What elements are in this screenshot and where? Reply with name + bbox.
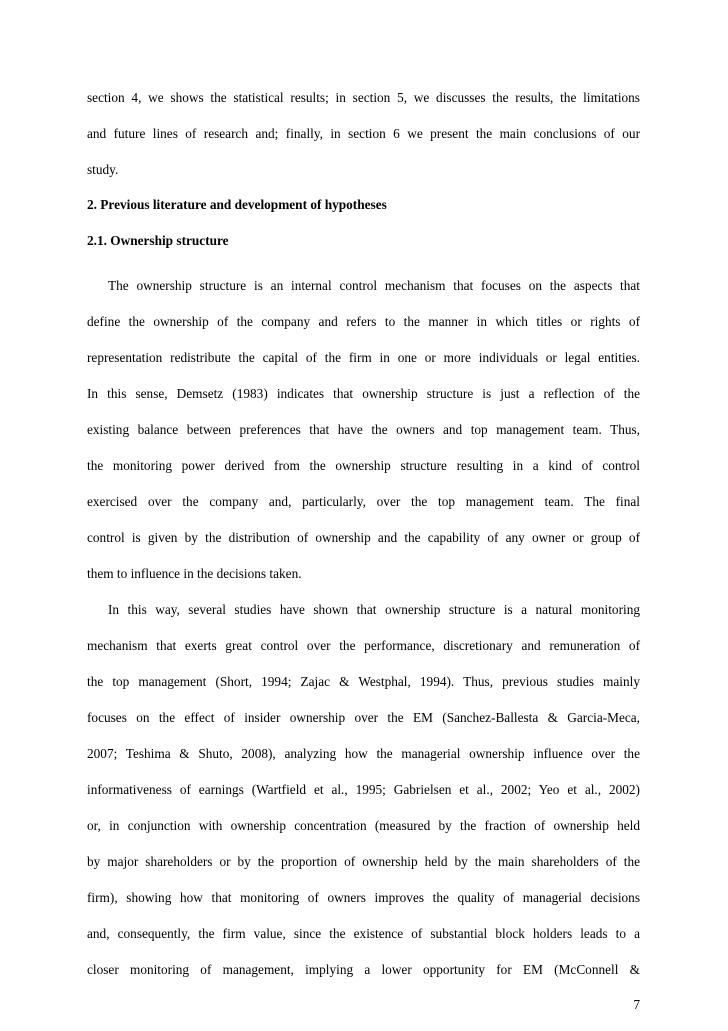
paragraph2-line-7: or, in conjunction with ownership concentration (measured by the fraction of ownership held	[87, 818, 640, 833]
paragraph1-line-3: representation redistribute the capital of the firm in one or more individuals or legal entities.	[87, 350, 640, 365]
paragraph1-line-5: existing balance between preferences that have the owners and top management team. Thus,	[87, 422, 640, 437]
intro-line-3: study.	[87, 162, 119, 177]
paragraph2-line-4: focuses on the effect of insider ownership over the EM (Sanchez-Ballesta & Garcia-Meca,	[87, 710, 640, 725]
paragraph2-line-1: In this way, several studies have shown that ownership structure is a natural monitoring	[108, 602, 640, 617]
section-heading: 2. Previous literature and development of hypotheses	[87, 197, 387, 212]
paragraph1-line-7: exercised over the company and, particularly, over the top management team. The final	[87, 494, 640, 509]
paragraph2-line-3: the top management (Short, 1994; Zajac & Westphal, 1994). Thus, previous studies mainly	[87, 674, 640, 689]
paragraph1-line-9: them to influence in the decisions taken.	[87, 566, 302, 581]
paragraph2-line-9: firm), showing how that monitoring of owners improves the quality of managerial decisions	[87, 890, 640, 905]
paragraph1-line-2: define the ownership of the company and refers to the manner in which titles or rights of	[87, 314, 640, 329]
intro-line-2: and future lines of research and; finally, in section 6 we present the main conclusions of our	[87, 126, 640, 141]
page-number: 7	[633, 997, 640, 1012]
subsection-heading: 2.1. Ownership structure	[87, 233, 229, 248]
paragraph2-line-2: mechanism that exerts great control over the performance, discretionary and remuneration of	[87, 638, 640, 653]
paragraph1-line-1: The ownership structure is an internal control mechanism that focuses on the aspects that	[108, 278, 640, 293]
paragraph1-line-6: the monitoring power derived from the ownership structure resulting in a kind of control	[87, 458, 640, 473]
paragraph2-line-10: and, consequently, the firm value, since the existence of substantial block holders leads to a	[87, 926, 640, 941]
paragraph2-line-8: by major shareholders or by the proportion of ownership held by the main shareholders of the	[87, 854, 640, 869]
paragraph1-line-8: control is given by the distribution of ownership and the capability of any owner or group of	[87, 530, 640, 545]
intro-line-1: section 4, we shows the statistical results; in section 5, we discusses the results, the limitations	[87, 90, 640, 105]
paragraph1-line-4: In this sense, Demsetz (1983) indicates that ownership structure is just a reflection of the	[87, 386, 640, 401]
paragraph2-line-6: informativeness of earnings (Wartfield et al., 1995; Gabrielsen et al., 2002; Yeo et al., 2002)	[87, 782, 640, 797]
paragraph2-line-11: closer monitoring of management, implying a lower opportunity for EM (McConnell &	[87, 962, 640, 977]
paragraph2-line-5: 2007; Teshima & Shuto, 2008), analyzing how the managerial ownership influence over the	[87, 746, 640, 761]
